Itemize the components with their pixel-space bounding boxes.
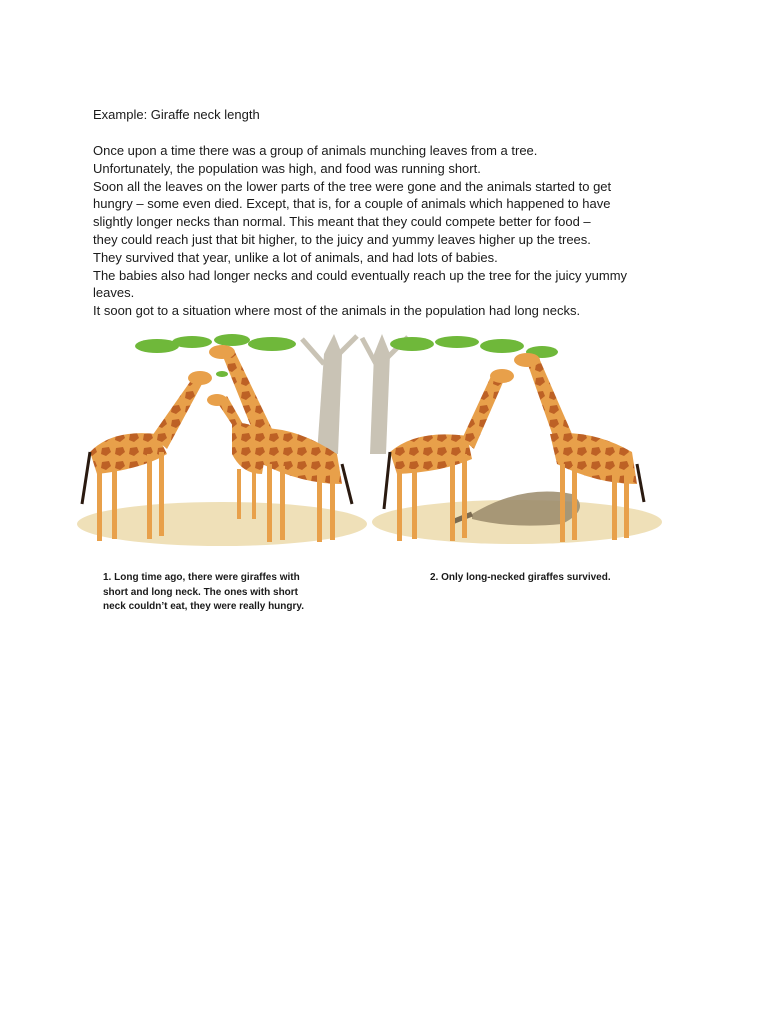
panel-2-scene	[362, 334, 662, 544]
story-line: leaves.	[93, 285, 135, 301]
caption-panel-2: 2. Only long-necked giraffes survived.	[430, 572, 611, 583]
panel-1-scene	[77, 334, 367, 546]
story-line: slightly longer necks than normal. This meant that they could compete better for food –	[93, 214, 591, 230]
giraffe-illustration	[72, 334, 664, 552]
story-line: hungry – some even died. Except, that is, for a couple of animals which happened to have	[93, 196, 611, 212]
story-line: They survived that year, unlike a lot of animals, and had lots of babies.	[93, 249, 498, 265]
caption-line: 1. Long time ago, there were giraffes with	[103, 572, 300, 583]
story-line: Soon all the leaves on the lower parts of the tree were gone and the animals started to get	[93, 178, 612, 194]
page-heading: Example: Giraffe neck length	[93, 107, 260, 122]
story-paragraph	[93, 142, 693, 320]
story-line: The babies also had longer necks and could eventually reach up the tree for the juicy yummy	[93, 267, 628, 283]
caption-panel-1	[103, 571, 343, 615]
story-line: It soon got to a situation where most of the animals in the population had long necks.	[93, 303, 581, 319]
story-line: Unfortunately, the population was high, and food was running short.	[93, 160, 481, 176]
tree	[362, 334, 408, 454]
story-line: Once upon a time there was a group of animals munching leaves from a tree.	[93, 143, 538, 158]
caption-line: short and long neck. The ones with short	[103, 586, 299, 598]
grass-ground	[77, 502, 367, 546]
story-line: they could reach just that bit higher, to the juicy and yummy leaves higher up the trees.	[93, 231, 591, 247]
caption-line: neck couldn’t eat, they were really hungry.	[103, 601, 304, 613]
tree	[302, 334, 357, 454]
